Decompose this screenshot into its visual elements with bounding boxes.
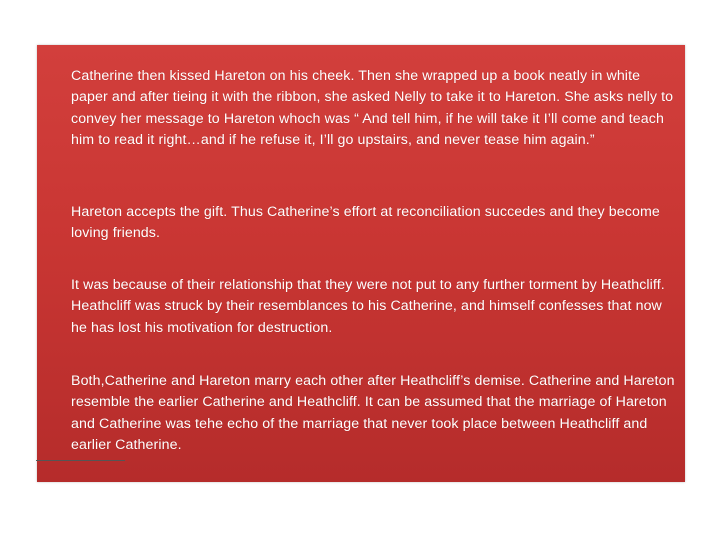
bullet-text: Both,Catherine and Hareton marry each other after Heathcliff’s demise. Catherine and Hareton resemble the earlier Catherine and Heathcliff. It can be assumed that the marriage of Hareton and Catherine was tehe echo of the marriage that never took place between Heathcliff and earlier Catherine. [71, 373, 675, 453]
bullet-text: It was because of their relationship that they were not put to any further torment by Heathcliff. Heathcliff was struck by their resemblances to his Catherine, and himself confesses that now he has lost his motivation for destruction. [71, 277, 665, 336]
bullet-list [31, 45, 685, 482]
bullet-marker: • [31, 280, 35, 291]
bullet-marker: • [31, 207, 35, 218]
underline-rule [36, 460, 125, 461]
content-panel [31, 45, 685, 482]
bullet-marker: • [31, 376, 35, 387]
bullet-marker: • [31, 71, 35, 82]
bullet-text: Catherine then kissed Hareton on his cheek. Then she wrapped up a book neatly in white paper and after tieing it with the ribbon, she asked Nelly to take it to Hareton. She asks nelly to convey her message to Hareton whoch was “ And tell him, if he will take it I’ll come and teach him to read it right…and if he refuse it, I’ll go upstairs, and never tease him again.” [71, 68, 674, 148]
bullet-text: Hareton accepts the gift. Thus Catherine’s effort at reconciliation succedes and they become loving friends. [71, 204, 660, 242]
